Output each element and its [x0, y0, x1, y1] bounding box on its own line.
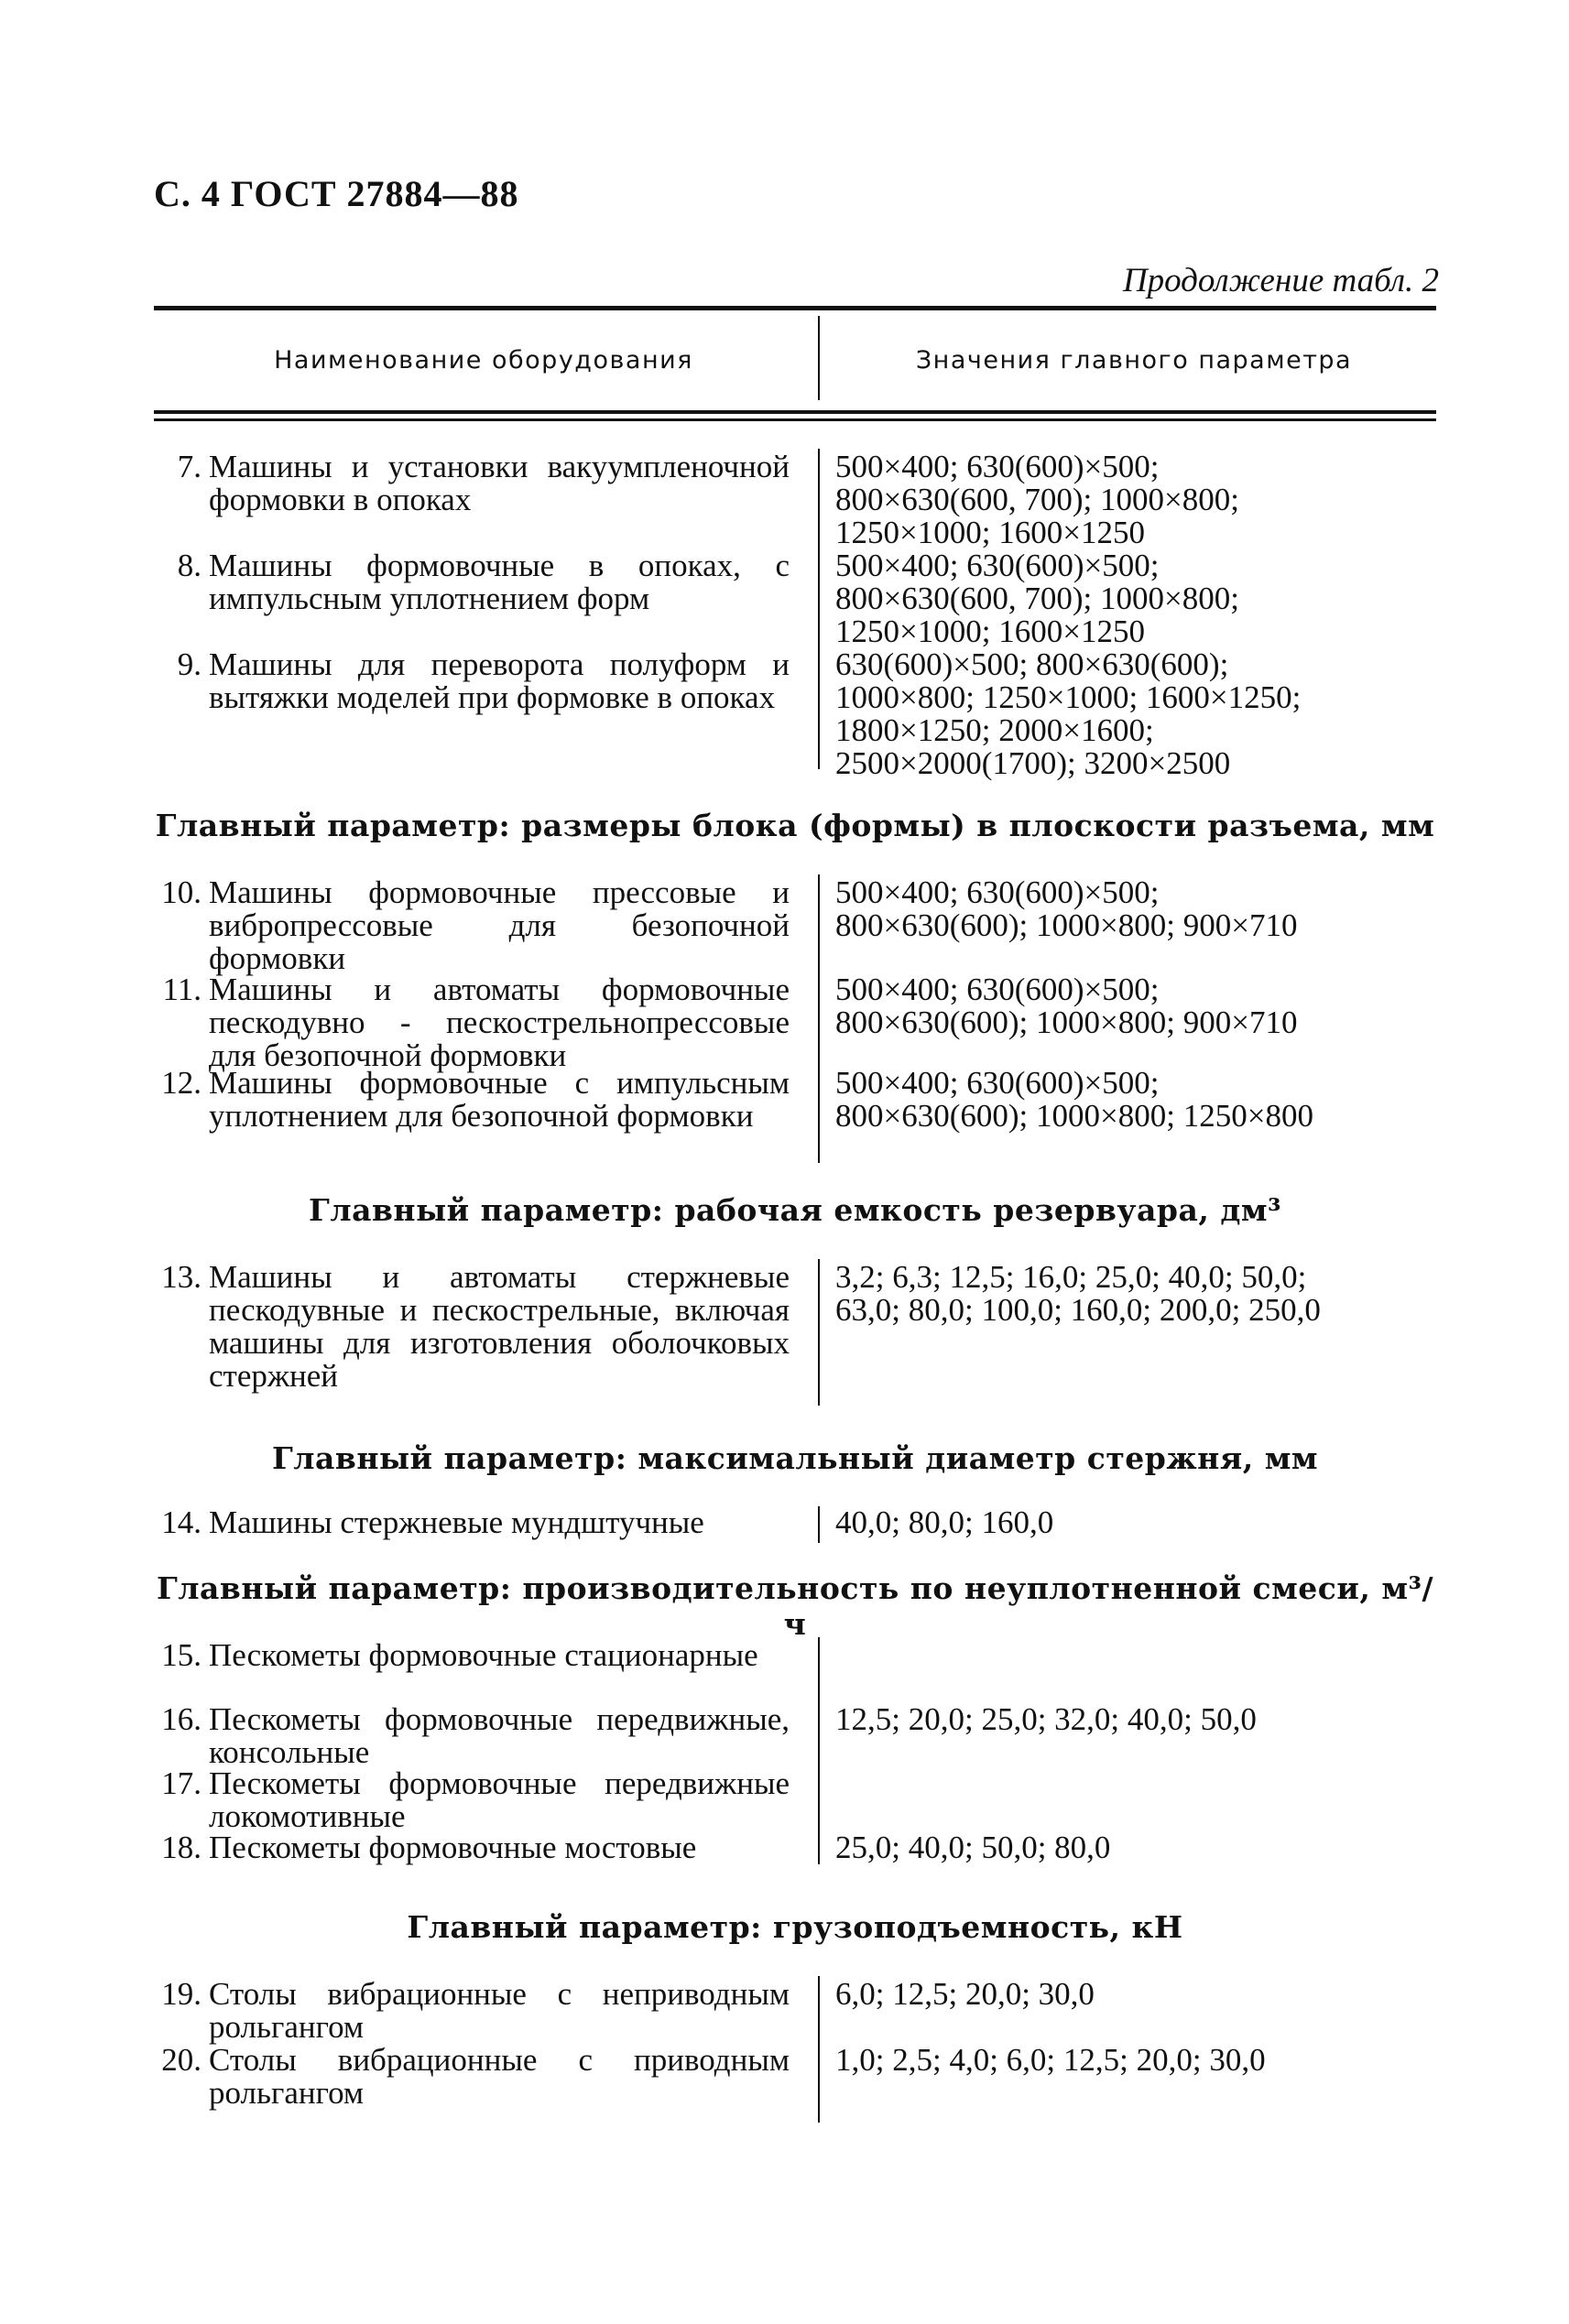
row-number: 11.	[162, 972, 202, 1007]
section-heading: Главный параметр: максимальный диаметр стержня, мм	[271, 1440, 1319, 1476]
column-divider	[818, 1976, 820, 2123]
column-divider	[818, 1506, 820, 1543]
column-divider	[818, 1637, 820, 1864]
row-number: 7.	[177, 449, 202, 484]
table-continuation-label: Продолжение табл. 2	[1122, 262, 1439, 299]
row-equipment-name: Машины и установки вакуумпленочной формовки в опоках	[209, 449, 790, 517]
row-parameter-values: 40,0; 80,0; 160,0	[835, 1504, 1054, 1540]
row-parameter-values: 12,5; 20,0; 25,0; 32,0; 40,0; 50,0	[835, 1701, 1257, 1737]
row-equipment-name: Машины формовочные прессовые и вибропрессовые для безопочной формовки	[209, 874, 790, 976]
column-header-value: Значения главного параметра	[915, 346, 1353, 375]
row-number: 12.	[161, 1065, 202, 1101]
row-parameter-values: 630(600)×500; 800×630(600); 1000×800; 1250×1000; 1600×1250; 1800×1250; 2000×1600; 2500×2000(1700); 3200×2500	[835, 646, 1302, 781]
section-heading: Главный параметр: рабочая емкость резервуара, дм³	[309, 1192, 1281, 1228]
row-equipment-name: Пескометы формовочные передвижные, консольные	[209, 1701, 790, 1770]
row-parameter-values: 500×400; 630(600)×500; 800×630(600); 1000×800; 1250×800	[835, 1065, 1313, 1134]
row-number: 20.	[161, 2042, 202, 2078]
page-header: С. 4 ГОСТ 27884—88	[154, 173, 519, 214]
table-top-rule	[154, 306, 1436, 310]
section-heading: Главный параметр: производительность по неуплотненной смеси, м³/ч	[156, 1570, 1433, 1642]
row-parameter-values: 25,0; 40,0; 50,0; 80,0	[835, 1830, 1111, 1865]
column-divider	[818, 1259, 820, 1406]
row-parameter-values: 3,2; 6,3; 12,5; 16,0; 25,0; 40,0; 50,0; 63,0; 80,0; 100,0; 160,0; 200,0; 250,0	[835, 1259, 1321, 1328]
row-number: 9.	[177, 646, 202, 682]
row-number: 13.	[161, 1259, 202, 1295]
row-parameter-values: 500×400; 630(600)×500; 800×630(600); 1000×800; 900×710	[835, 874, 1298, 943]
column-header-divider	[818, 316, 820, 400]
column-header-name: Наименование оборудования	[274, 346, 693, 375]
row-equipment-name: Пескометы формовочные передвижные локомотивные	[209, 1765, 790, 1834]
row-equipment-name: Машины формовочные с импульсным уплотнением для безопочной формовки	[209, 1065, 790, 1134]
row-equipment-name: Машины и автоматы стержневые пескодувные и пескострельные, включая машины для изготовления оболочковых стержней	[209, 1259, 790, 1394]
row-parameter-values: 500×400; 630(600)×500; 800×630(600); 1000×800; 900×710	[835, 972, 1298, 1040]
row-equipment-name: Машины для переворота полуформ и вытяжки моделей при формовке в опоках	[209, 646, 790, 715]
column-divider	[818, 449, 820, 769]
row-number: 19.	[161, 1976, 202, 2012]
row-number: 16.	[161, 1701, 202, 1737]
header-double-rule-upper	[154, 410, 1436, 414]
row-number: 10.	[161, 874, 202, 910]
row-equipment-name: Столы вибрационные с неприводным рольгангом	[209, 1976, 790, 2045]
section-heading: Главный параметр: размеры блока (формы) в плоскости разъема, мм	[155, 808, 1435, 843]
row-parameter-values: 1,0; 2,5; 4,0; 6,0; 12,5; 20,0; 30,0	[835, 2042, 1266, 2078]
row-parameter-values: 6,0; 12,5; 20,0; 30,0	[835, 1976, 1095, 2012]
header-double-rule-lower	[154, 418, 1436, 421]
row-equipment-name: Столы вибрационные с приводным рольгангом	[209, 2042, 790, 2111]
row-equipment-name: Пескометы формовочные мостовые	[209, 1830, 697, 1865]
row-parameter-values: 500×400; 630(600)×500; 800×630(600, 700); 1000×800; 1250×1000; 1600×1250	[835, 548, 1239, 649]
row-number: 14.	[161, 1504, 202, 1540]
row-equipment-name: Пескометы формовочные стационарные	[209, 1637, 758, 1673]
row-number: 18.	[161, 1830, 202, 1865]
row-number: 15.	[161, 1637, 202, 1673]
row-number: 17.	[161, 1765, 202, 1801]
row-number: 8.	[177, 548, 202, 583]
row-equipment-name: Машины и автоматы формовочные пескодувно - пескострельнопрессовые для безопочной формовки	[209, 972, 790, 1073]
row-equipment-name: Машины стержневые мундштучные	[209, 1504, 704, 1540]
column-divider	[818, 874, 820, 1163]
row-parameter-values: 500×400; 630(600)×500; 800×630(600, 700); 1000×800; 1250×1000; 1600×1250	[835, 449, 1239, 550]
section-heading: Главный параметр: грузоподъемность, кН	[407, 1909, 1183, 1945]
row-equipment-name: Машины формовочные в опоках, с импульсным уплотнением форм	[209, 548, 790, 616]
